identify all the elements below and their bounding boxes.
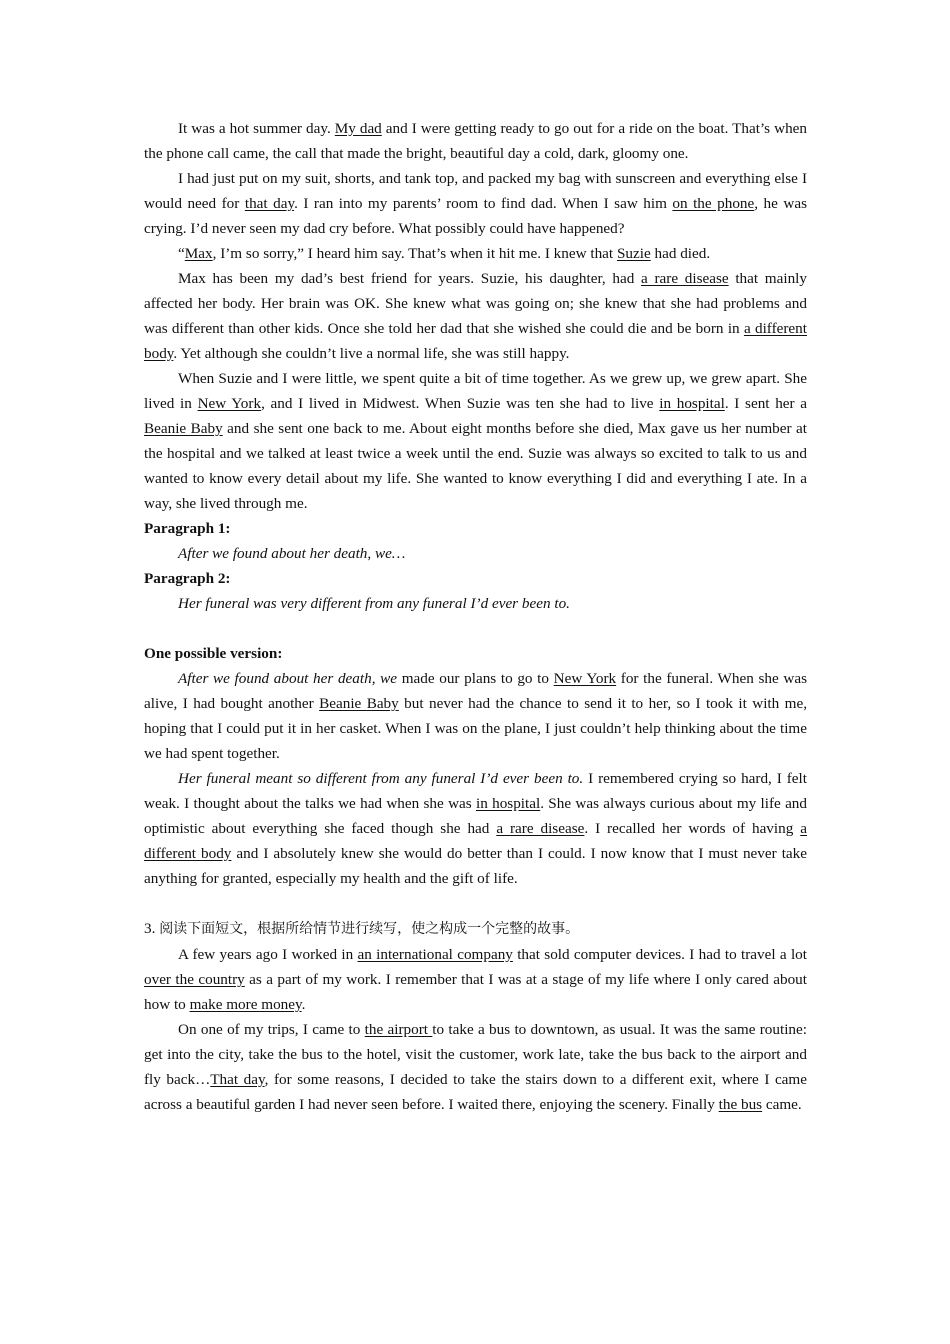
paragraph-1-label: Paragraph 1: <box>144 520 231 537</box>
story-paragraph-4 <box>144 266 807 366</box>
question-number: 3. <box>144 920 160 937</box>
underlined-phrase: Beanie Baby <box>319 695 399 712</box>
version-heading: One possible version: <box>144 645 283 662</box>
text-run: for the funeral. When she was alive, I had bought another <box>144 670 807 712</box>
text-run: as a part of my work. I remember that I was at a stage of my life where I only cared about how to <box>144 971 807 1013</box>
underlined-phrase: in hospital <box>475 795 541 812</box>
instruction-text: 阅读下面短文，根据所给情节进行续写，使之构成一个完整的故事。 <box>159 921 580 937</box>
underlined-phrase: Suzie <box>616 245 651 262</box>
text-run: . <box>301 996 306 1013</box>
underlined-phrase: a different body <box>144 820 807 862</box>
text-run: , for some reasons, I decided to take the stairs down to a different exit, where I came across a beautiful garden I had never seen before. I waited there, enjoying the scenery. Finally <box>144 1071 807 1113</box>
text-run: and I were getting ready to go out for a ride on the boat. That’s when the phone call came, the call that made the bright, beautiful day a cold, dark, gloomy one. <box>144 120 807 162</box>
underlined-phrase: the bus <box>718 1096 763 1113</box>
text-run: that sold computer devices. I had to travel a lot <box>512 946 807 963</box>
text-run: A few years ago I worked in <box>178 946 358 963</box>
text-run: and she sent one back to me. About eight months before she died, Max gave us her number at the hospital and we talked at least twice a week until the end. Suzie was always so excited to talk to us and wanted to know every detail about my life. She wanted to know everything I did and everything I ate. In a way, she lived through me. <box>144 420 807 512</box>
text-run: . Yet although she couldn’t live a normal life, she was still happy. <box>173 345 570 362</box>
paragraph-2-label: Paragraph 2: <box>144 570 231 587</box>
text-run: but never had the chance to send it to her, so I took it with me, hoping that I could put it in her casket. When I was on the plane, I just couldn’t help thinking about the time we had spent together. <box>144 695 807 762</box>
story-paragraph-1 <box>144 116 807 166</box>
text-run: When Suzie and I were little, we spent quite a bit of time together. As we grew up, we grew apart. She lived in <box>144 370 807 412</box>
underlined-phrase: an international company <box>357 946 513 963</box>
text-run: I had just put on my suit, shorts, and tank top, and packed my bag with sunscreen and everything else I would need for <box>144 170 807 212</box>
text-run: . She was always curious about my life and optimistic about everything she faced though she had <box>144 795 807 837</box>
text-run: . I ran into my parents’ room to find dad. When I saw him <box>294 195 673 212</box>
story-paragraph-5 <box>144 366 807 516</box>
underlined-phrase: My dad <box>334 120 382 137</box>
underlined-phrase: make more money <box>189 996 302 1013</box>
underlined-phrase: a rare disease <box>496 820 585 837</box>
text-run: that mainly affected her body. Her brain was OK. She knew what was going on; she knew that she had problems and was different than other kids. Once she told her dad that she wished she could die and be born in <box>144 270 807 337</box>
question-3-paragraph-1 <box>144 942 807 1017</box>
version-paragraph-2 <box>144 766 807 891</box>
story-paragraph-3 <box>144 241 807 266</box>
text-run: , he was crying. I’d never seen my dad cry before. What possibly could have happened? <box>144 195 808 237</box>
underlined-phrase: a different body <box>144 320 807 362</box>
text-run: , and I lived in Midwest. When Suzie was ten she had to live <box>261 395 660 412</box>
text-run: and I absolutely knew she would do better than I could. I now know that I must never take anything for granted, especially my health and the gift of life. <box>144 845 807 887</box>
prompt-run: Her funeral meant so different from any funeral I’d ever been to. <box>178 770 584 787</box>
underlined-phrase: on the phone <box>672 195 755 212</box>
text-run: I remembered crying so hard, I felt weak. I thought about the talks we had when she was <box>144 770 807 812</box>
text-run: . I sent her a <box>724 395 808 412</box>
underlined-phrase: That day <box>210 1071 265 1088</box>
underlined-phrase: the airport <box>364 1021 433 1038</box>
prompt-run: After we found about her death, we <box>178 670 398 687</box>
text-run: , I’m so sorry,” I heard him say. That’s when it hit me. I knew that <box>212 245 617 262</box>
story-paragraph-2 <box>144 166 807 241</box>
text-run: had died. <box>650 245 711 262</box>
underlined-phrase: New York <box>197 395 262 412</box>
question-3-instruction <box>144 916 807 942</box>
paragraph-2-prompt: Her funeral was very different from any funeral I’d ever been to. <box>178 595 570 612</box>
text-run: . I recalled her words of having <box>584 820 801 837</box>
text-run: It was a hot summer day. <box>178 120 335 137</box>
underlined-phrase: over the country <box>144 971 245 988</box>
text-run: Max has been my dad’s best friend for years. Suzie, his daughter, had <box>178 270 642 287</box>
text-run: On one of my trips, I came to <box>178 1021 365 1038</box>
underlined-phrase: a rare disease <box>641 270 729 287</box>
text-run: came. <box>762 1096 802 1113</box>
underlined-phrase: New York <box>553 670 617 687</box>
spacer <box>144 891 807 916</box>
version-paragraph-1 <box>144 666 807 766</box>
text-run: to take a bus to downtown, as usual. It was the same routine: get into the city, take the bus to the hotel, visit the customer, work late, take the bus back to the airport and fly back… <box>144 1021 807 1088</box>
text-run: “ <box>178 245 185 262</box>
underlined-phrase: that day <box>244 195 295 212</box>
underlined-phrase: in hospital <box>659 395 725 412</box>
spacer <box>144 616 807 641</box>
underlined-phrase: Beanie Baby <box>144 420 223 437</box>
underlined-phrase: Max <box>184 245 213 262</box>
text-run: made our plans to go to <box>397 670 554 687</box>
document-page <box>144 116 807 1117</box>
question-3-paragraph-2 <box>144 1017 807 1117</box>
paragraph-1-prompt: After we found about her death, we… <box>178 545 406 562</box>
